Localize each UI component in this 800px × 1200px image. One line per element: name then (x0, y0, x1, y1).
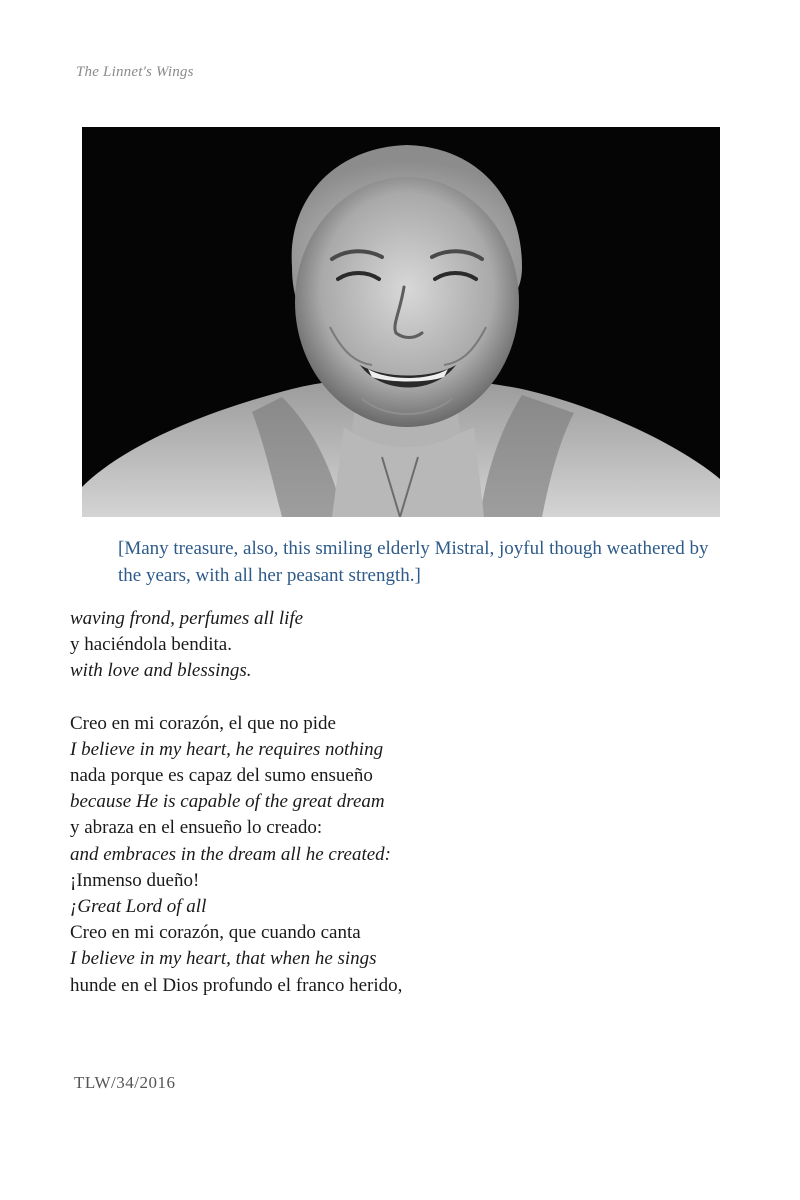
poem-line: y haciéndola bendita. (70, 634, 232, 656)
poem-text (70, 606, 710, 999)
poem-line: with love and blessings. (70, 660, 252, 682)
poem-line: I believe in my heart, he requires nothing (70, 738, 384, 760)
poem-line: ¡Great Lord of all (70, 896, 207, 918)
poem-line: because He is capable of the great dream (70, 791, 385, 813)
poem-line: and embraces in the dream all he created: (70, 843, 391, 865)
poem-line: I believe in my heart, that when he sings (70, 948, 377, 970)
poem-line: ¡Inmenso dueño! (70, 869, 200, 891)
page-folio: TLW/34/2016 (74, 1073, 176, 1092)
poem-line: hunde en el Dios profundo el franco herido, (70, 974, 403, 996)
photo-caption: [Many treasure, also, this smiling elderly Mistral, joyful though weathered by the years, with all her peasant strength.] (118, 538, 709, 586)
poem-line: waving frond, perfumes all life (70, 608, 304, 629)
portrait-photo (82, 127, 720, 517)
poem-line: Creo en mi corazón, el que no pide (70, 712, 336, 734)
poem-line: y abraza en el ensueño lo creado: (70, 817, 323, 839)
stanza-break (70, 685, 710, 711)
poem-line: Creo en mi corazón, que cuando canta (70, 922, 361, 944)
poem-line: nada porque es capaz del sumo ensueño (70, 765, 373, 787)
running-header: The Linnet's Wings (76, 64, 194, 80)
